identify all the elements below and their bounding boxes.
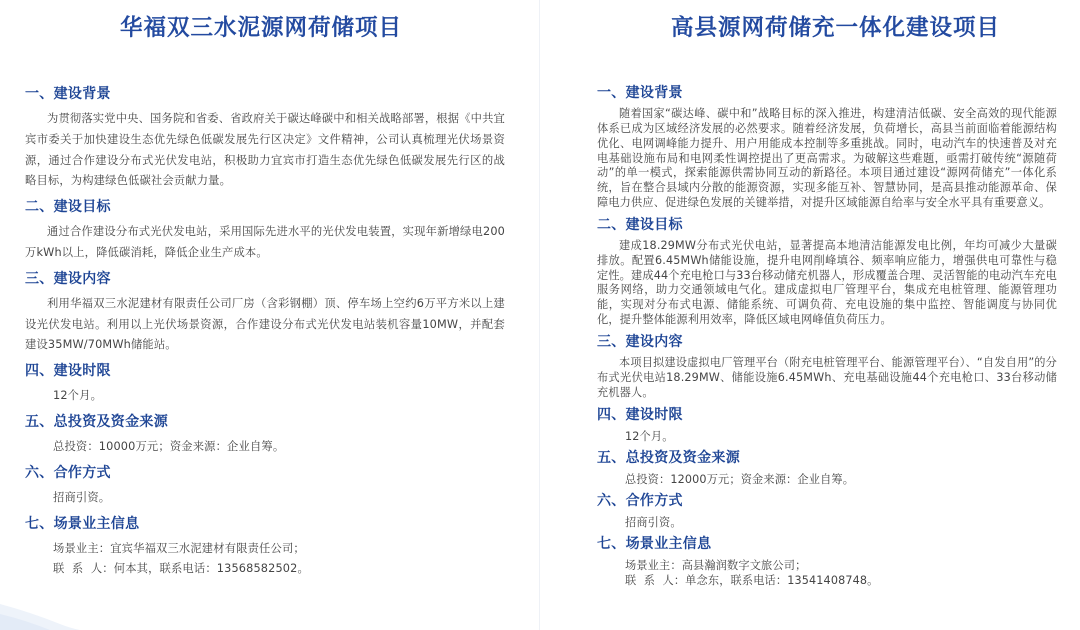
left-heading-background: 一、建设背景 — [25, 86, 111, 102]
right-text-owner-name: 场景业主：高县瀚润数字文旅公司； — [625, 558, 807, 572]
left-heading-content: 三、建设内容 — [25, 270, 111, 287]
left-heading-goal: 二、建设目标 — [25, 199, 111, 216]
corner-wave-decoration — [0, 590, 120, 630]
left-heading-owner: 七、场景业主信息 — [25, 515, 140, 532]
left-text-background: 为贯彻落实党中央、国务院和省委、省政府关于碳达峰碳中和相关战略部署，根据《中共宜宾市委关于加快建设生态优先绿色低碳发展先行区决定》文件精神，公司认真梳理光伏场景资源，通过合作建设分布式光伏发电站，积极助力宜宾市打造生态优先绿色低碳发展先行区的战略目标，为构建绿色低碳社会贡献力量。 — [25, 112, 505, 188]
left-heading-investment: 五、总投资及资金来源 — [25, 413, 168, 430]
right-heading-cooperation: 六、合作方式 — [597, 492, 683, 509]
right-text-goal: 建成18.29MW分布式光伏电站，显著提高本地清洁能源发电比例，年均可减少大量碳排放。配置6.45MWh储能设施，提升电网削峰填谷、频率响应能力，增强供电可靠性与稳定性。建成44个充电枪口与33台移动储充机器人，形成覆盖合理、灵活智能的电动汽车充电服务网络，助力交通领域电气化。建成虚拟电厂管理平台，集成充电桩管理、能源管理功能，实现对分布式电源、储能系统、可调负荷、充电设施的集中监控、智能调度与协同优化，提升整体能源利用效率，降低区域电网峰值负荷压力。 — [597, 238, 1057, 327]
right-text-investment: 总投资：12000万元；资金来源：企业自筹。 — [625, 472, 855, 486]
left-project-title: 华福双三水泥源网荷储项目 — [120, 15, 403, 41]
left-heading-cooperation: 六、合作方式 — [25, 464, 111, 481]
left-text-investment: 总投资：10000万元；资金来源：企业自筹。 — [53, 439, 285, 453]
right-heading-owner: 七、场景业主信息 — [597, 535, 712, 552]
left-text-cooperation: 招商引资。 — [53, 490, 111, 504]
left-content — [25, 85, 505, 586]
right-heading-investment: 五、总投资及资金来源 — [597, 449, 740, 466]
left-text-timeline: 12个月。 — [53, 389, 103, 403]
right-heading-timeline: 四、建设时限 — [597, 406, 683, 423]
right-project-title: 高县源网荷储充一体化建设项目 — [671, 15, 1001, 41]
right-text-owner-contact: 联 系 人：单念东，联系电话：13541408748。 — [625, 573, 879, 587]
left-text-content: 利用华福双三水泥建材有限责任公司厂房（含彩钢棚）顶、停车场上空约6万平方米以上建设光伏发电站。利用以上光伏场景资源，合作建设分布式光伏发电站装机容量10MW，并配套建设35MW/70MWh储能站。 — [25, 296, 505, 352]
right-text-content: 本项目拟建设虚拟电厂管理平台（附充电桩管理平台、能源管理平台）、“自发自用”的分布式光伏电站18.29MW、储能设施6.45MWh、充电基础设施44个充电枪口、33台移动储充机器人。 — [597, 355, 1057, 399]
right-content — [597, 84, 1057, 593]
right-heading-goal: 二、建设目标 — [597, 216, 683, 233]
right-text-cooperation: 招商引资。 — [625, 515, 682, 529]
right-heading-content: 三、建设内容 — [597, 333, 683, 350]
column-divider — [539, 0, 540, 630]
left-text-owner-contact: 联 系 人：何本其，联系电话：13568582502。 — [53, 562, 309, 576]
right-text-timeline: 12个月。 — [625, 429, 674, 443]
right-heading-background: 一、建设背景 — [597, 85, 683, 101]
left-text-goal: 通过合作建设分布式光伏发电站，采用国际先进水平的光伏发电装置，实现年新增绿电200万kWh以上，降低碳消耗，降低企业生产成本。 — [25, 225, 505, 259]
left-text-owner-name: 场景业主：宜宾华福双三水泥建材有限责任公司； — [53, 541, 305, 555]
left-heading-timeline: 四、建设时限 — [25, 363, 111, 380]
right-text-background: 随着国家“碳达峰、碳中和”战略目标的深入推进，构建清洁低碳、安全高效的现代能源体系已成为区域经济发展的必然要求。随着经济发展，负荷增长，高县当前面临着能源结构优化、电网调峰能力提升、用户用能成本控制等多重挑战。同时，电动汽车的快速普及对充电基础设施布局和电网柔性调控提出了更高需求。为破解这些难题，亟需打破传统“源随荷动”的单一模式，探索能源供需协同互动的新路径。本项目通过建设“源网荷储充”一体化系统，旨在整合县域内分散的能源资源，实现多能互补、智慧协同，是高县推动能源革命、保障电力供应、促进绿色发展的关键举措，对提升区域能源自给率与安全水平具有重要意义。 — [597, 107, 1057, 210]
